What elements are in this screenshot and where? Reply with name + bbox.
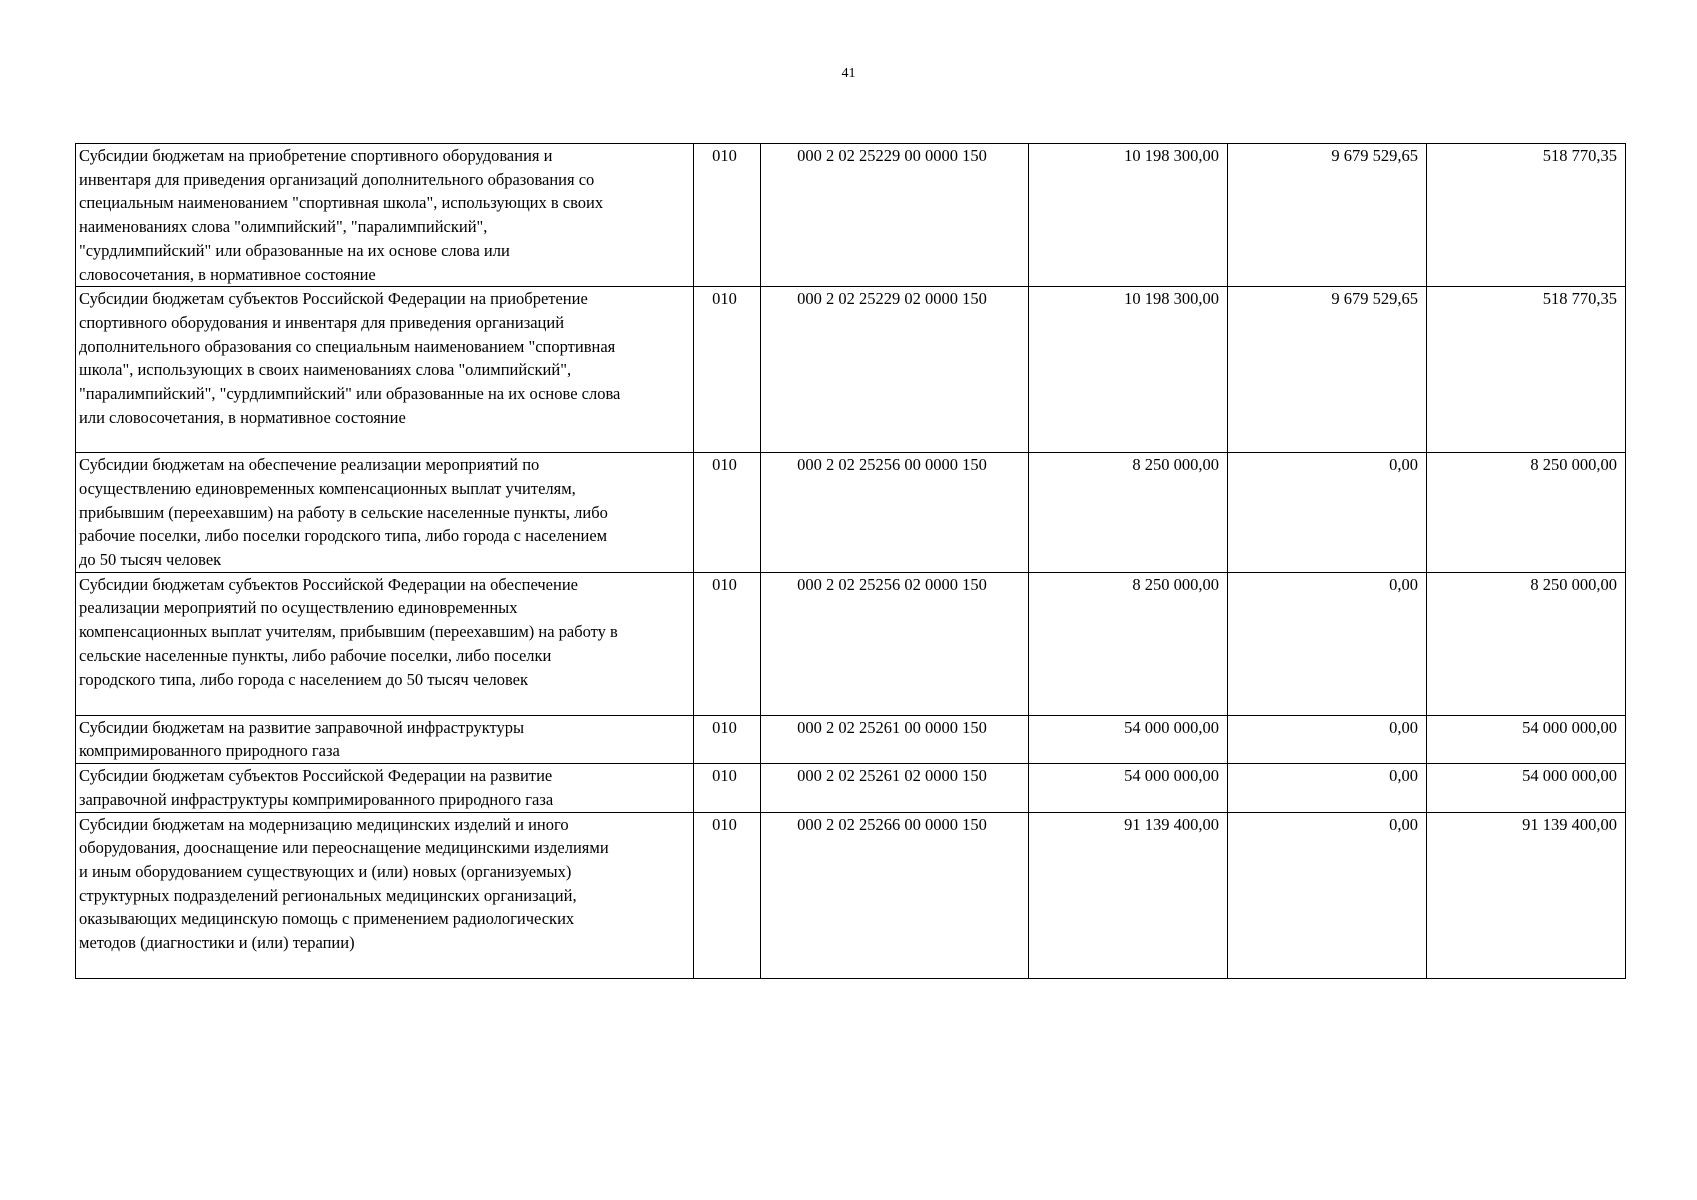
row-kbk: 000 2 02 25229 00 0000 150 bbox=[761, 144, 1029, 287]
row-code: 010 bbox=[694, 812, 761, 978]
row-kbk: 000 2 02 25266 00 0000 150 bbox=[761, 812, 1029, 978]
table-row bbox=[76, 287, 1626, 453]
row-approved: 54 000 000,00 bbox=[1029, 715, 1228, 763]
row-unexecuted: 91 139 400,00 bbox=[1427, 812, 1626, 978]
table-row bbox=[76, 715, 1626, 763]
table-row bbox=[76, 453, 1626, 573]
row-code: 010 bbox=[694, 287, 761, 453]
row-executed: 0,00 bbox=[1228, 812, 1427, 978]
row-kbk: 000 2 02 25261 02 0000 150 bbox=[761, 764, 1029, 812]
row-code: 010 bbox=[694, 453, 761, 573]
table-row bbox=[76, 812, 1626, 978]
row-executed: 0,00 bbox=[1228, 572, 1427, 715]
row-unexecuted: 54 000 000,00 bbox=[1427, 715, 1626, 763]
page-number: 41 bbox=[841, 66, 856, 81]
row-approved: 10 198 300,00 bbox=[1029, 144, 1228, 287]
row-unexecuted: 8 250 000,00 bbox=[1427, 453, 1626, 573]
row-executed: 0,00 bbox=[1228, 453, 1427, 573]
row-code: 010 bbox=[694, 764, 761, 812]
row-code: 010 bbox=[694, 715, 761, 763]
row-executed: 9 679 529,65 bbox=[1228, 144, 1427, 287]
row-kbk: 000 2 02 25261 00 0000 150 bbox=[761, 715, 1029, 763]
row-name: Субсидии бюджетам субъектов Российской Федерации на развитие заправочной инфраструктуры компримированного природного газа bbox=[76, 764, 694, 812]
row-approved: 91 139 400,00 bbox=[1029, 812, 1228, 978]
row-name: Субсидии бюджетам субъектов Российской Федерации на обеспечение реализации мероприятий по осуществлению единовременных компенсационных выплат учителям, прибывшим (переехавшим) на работу в сельские населенные пункты, либо рабочие поселки, либо поселки городского типа, либо города с населением до 50 тысяч человек bbox=[76, 572, 694, 715]
table-row bbox=[76, 764, 1626, 812]
row-unexecuted: 518 770,35 bbox=[1427, 144, 1626, 287]
row-code: 010 bbox=[694, 572, 761, 715]
row-approved: 54 000 000,00 bbox=[1029, 764, 1228, 812]
row-approved: 8 250 000,00 bbox=[1029, 572, 1228, 715]
row-kbk: 000 2 02 25256 00 0000 150 bbox=[761, 453, 1029, 573]
row-unexecuted: 8 250 000,00 bbox=[1427, 572, 1626, 715]
row-name: Субсидии бюджетам на развитие заправочной инфраструктуры компримированного природного газа bbox=[76, 715, 694, 763]
table-row bbox=[76, 572, 1626, 715]
budget-table bbox=[75, 143, 1626, 979]
row-unexecuted: 54 000 000,00 bbox=[1427, 764, 1626, 812]
row-executed: 0,00 bbox=[1228, 715, 1427, 763]
row-executed: 9 679 529,65 bbox=[1228, 287, 1427, 453]
row-kbk: 000 2 02 25256 02 0000 150 bbox=[761, 572, 1029, 715]
row-kbk: 000 2 02 25229 02 0000 150 bbox=[761, 287, 1029, 453]
row-approved: 10 198 300,00 bbox=[1029, 287, 1228, 453]
row-name: Субсидии бюджетам на обеспечение реализации мероприятий по осуществлению единовременных компенсационных выплат учителям, прибывшим (переехавшим) на работу в сельские населенные пункты, либо рабочие поселки, либо поселки городского типа, либо города с населением до 50 тысяч человек bbox=[76, 453, 694, 573]
row-name: Субсидии бюджетам на приобретение спортивного оборудования и инвентаря для приведения организаций дополнительного образования со специальным наименованием "спортивная школа", использующих в своих наименованиях слова "олимпийский", "паралимпийский", "сурдлимпийский" или образованные на их основе слова или словосочетания, в нормативное состояние bbox=[76, 144, 694, 287]
row-code: 010 bbox=[694, 144, 761, 287]
row-name: Субсидии бюджетам субъектов Российской Федерации на приобретение спортивного оборудования и инвентаря для приведения организаций дополнительного образования со специальным наименованием "спортивная школа", использующих в своих наименованиях слова "олимпийский", "паралимпийский", "сурдлимпийский" или образованные на их основе слова или словосочетания, в нормативное состояние bbox=[76, 287, 694, 453]
row-name: Субсидии бюджетам на модернизацию медицинских изделий и иного оборудования, дооснащение или переоснащение медицинскими изделиями и иным оборудованием существующих и (или) новых (организуемых) структурных подразделений региональных медицинских организаций, оказывающих медицинскую помощь с применением радиологических методов (диагностики и (или) терапии) bbox=[76, 812, 694, 978]
row-approved: 8 250 000,00 bbox=[1029, 453, 1228, 573]
row-executed: 0,00 bbox=[1228, 764, 1427, 812]
row-unexecuted: 518 770,35 bbox=[1427, 287, 1626, 453]
table-row bbox=[76, 144, 1626, 287]
